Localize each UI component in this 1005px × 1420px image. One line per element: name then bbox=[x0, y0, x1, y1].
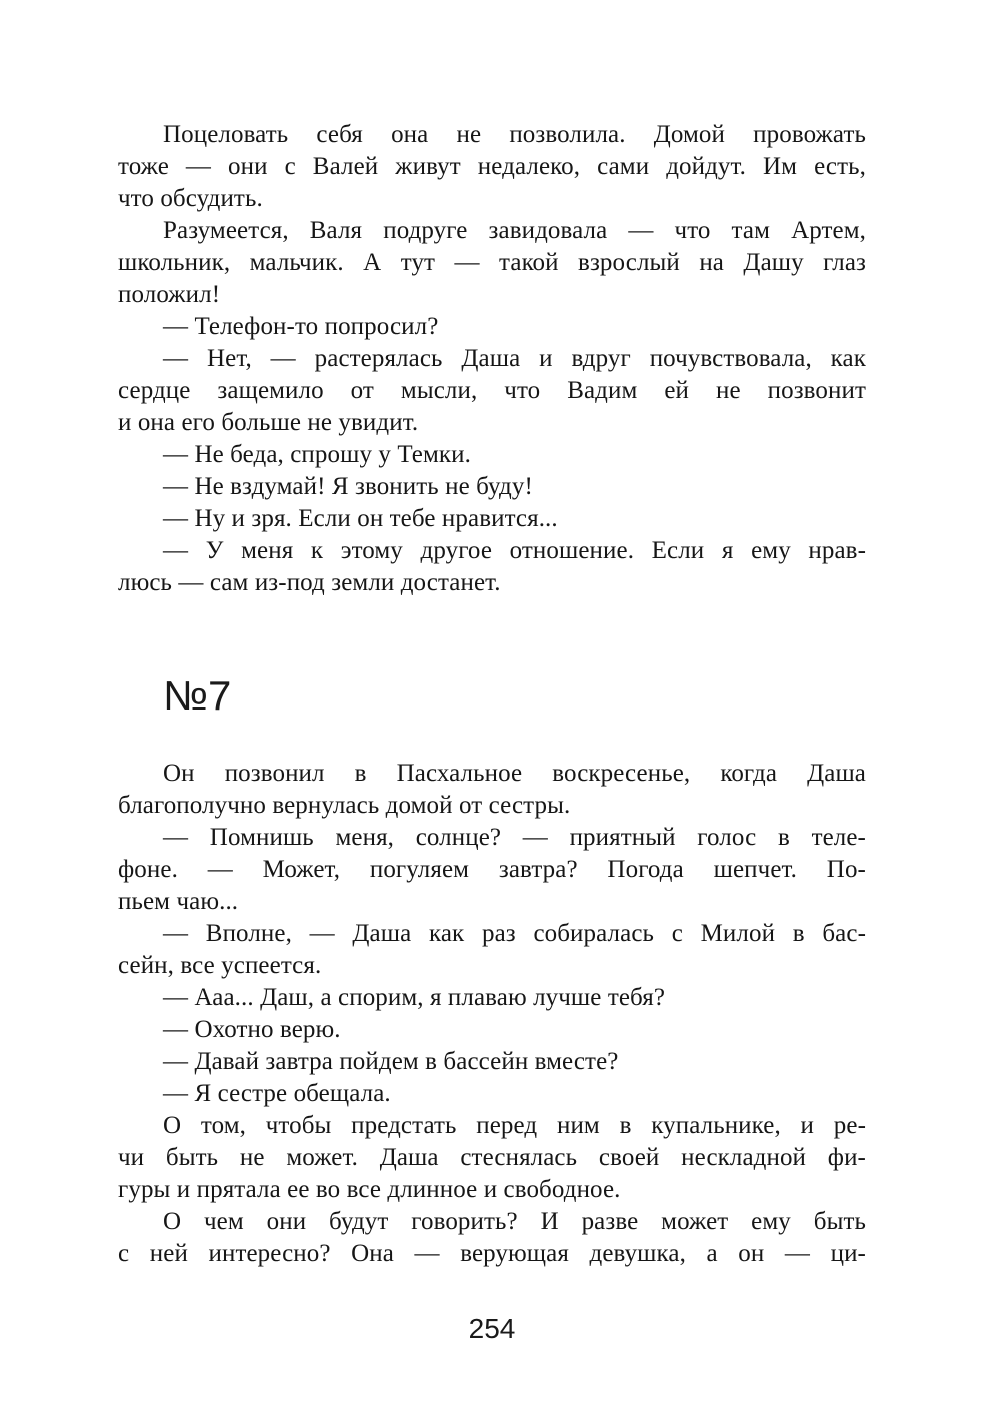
text-line: — Телефон-то попросил? bbox=[163, 313, 439, 340]
paragraph bbox=[118, 918, 866, 982]
paragraph bbox=[118, 982, 866, 1014]
paragraph bbox=[118, 471, 866, 503]
text-line: тоже — они с Валей живут недалеко, сами дойдут. Им есть, bbox=[118, 153, 866, 180]
paragraph bbox=[118, 439, 866, 471]
paragraph bbox=[118, 1206, 866, 1270]
paragraph bbox=[118, 1078, 866, 1110]
paragraph bbox=[118, 535, 866, 599]
paragraph bbox=[118, 822, 866, 918]
text-line: — Давай завтра пойдем в бассейн вместе? bbox=[163, 1048, 619, 1075]
text-line: О том, чтобы предстать перед ним в купальнике, и ре- bbox=[163, 1112, 866, 1139]
paragraph bbox=[118, 215, 866, 311]
text-line: Разумеется, Валя подруге завидовала — что там Артем, bbox=[163, 217, 866, 244]
page-text bbox=[118, 119, 866, 1270]
text-line: — Я сестре обещала. bbox=[163, 1080, 391, 1107]
text-line: сейн, все успеется. bbox=[118, 952, 322, 979]
text-line: фоне. — Может, погуляем завтра? Погода шепчет. По- bbox=[118, 856, 866, 883]
text-line: люсь — сам из-под земли достанет. bbox=[118, 569, 501, 596]
text-line: гуры и прятала ее во все длинное и свободное. bbox=[118, 1176, 621, 1203]
text-line: — У меня к этому другое отношение. Если я ему нрав- bbox=[163, 537, 866, 564]
paragraph bbox=[118, 1046, 866, 1078]
text-line: — Не беда, спрошу у Темки. bbox=[163, 441, 471, 468]
paragraph bbox=[118, 343, 866, 439]
paragraph bbox=[118, 119, 866, 215]
text-line: О чем они будут говорить? И разве может ему быть bbox=[163, 1208, 866, 1235]
text-line: пьем чаю... bbox=[118, 888, 239, 915]
text-line: с ней интересно? Она — верующая девушка, а он — ци- bbox=[118, 1240, 866, 1267]
text-line: — Не вздумай! Я звонить не буду! bbox=[163, 473, 533, 500]
text-line: сердце защемило от мысли, что Вадим ей не позвонит bbox=[118, 377, 866, 404]
text-line: что обсудить. bbox=[118, 185, 263, 212]
text-line: — Нет, — растерялась Даша и вдруг почувствовала, как bbox=[163, 345, 866, 372]
text-line: чи быть не может. Даша стеснялась своей нескладной фи- bbox=[118, 1144, 866, 1171]
text-line: — Охотно верю. bbox=[163, 1016, 341, 1043]
paragraph bbox=[118, 503, 866, 535]
text-line: школьник, мальчик. А тут — такой взрослый на Дашу глаз bbox=[118, 249, 866, 276]
text-line: — Вполне, — Даша как раз собиралась с Милой в бас- bbox=[163, 920, 866, 947]
page-number: 254 bbox=[468, 1313, 516, 1344]
text-line: благополучно вернулась домой от сестры. bbox=[118, 792, 571, 819]
text-line: Поцеловать себя она не позволила. Домой провожать bbox=[163, 121, 866, 148]
text-line: — Ааа... Даш, а спорим, я плаваю лучше тебя? bbox=[163, 984, 666, 1011]
text-line: и она его больше не увидит. bbox=[118, 409, 419, 436]
text-line: — Ну и зря. Если он тебе нравится... bbox=[163, 505, 558, 532]
text-line: Он позвонил в Пасхальное воскресенье, когда Даша bbox=[163, 760, 866, 787]
section-heading: №7 bbox=[163, 672, 232, 719]
paragraph bbox=[118, 311, 866, 343]
paragraph bbox=[118, 1110, 866, 1206]
text-line: положил! bbox=[118, 281, 221, 308]
paragraph bbox=[118, 1014, 866, 1046]
text-line: — Помнишь меня, солнце? — приятный голос в теле- bbox=[163, 824, 866, 851]
paragraph bbox=[118, 758, 866, 822]
